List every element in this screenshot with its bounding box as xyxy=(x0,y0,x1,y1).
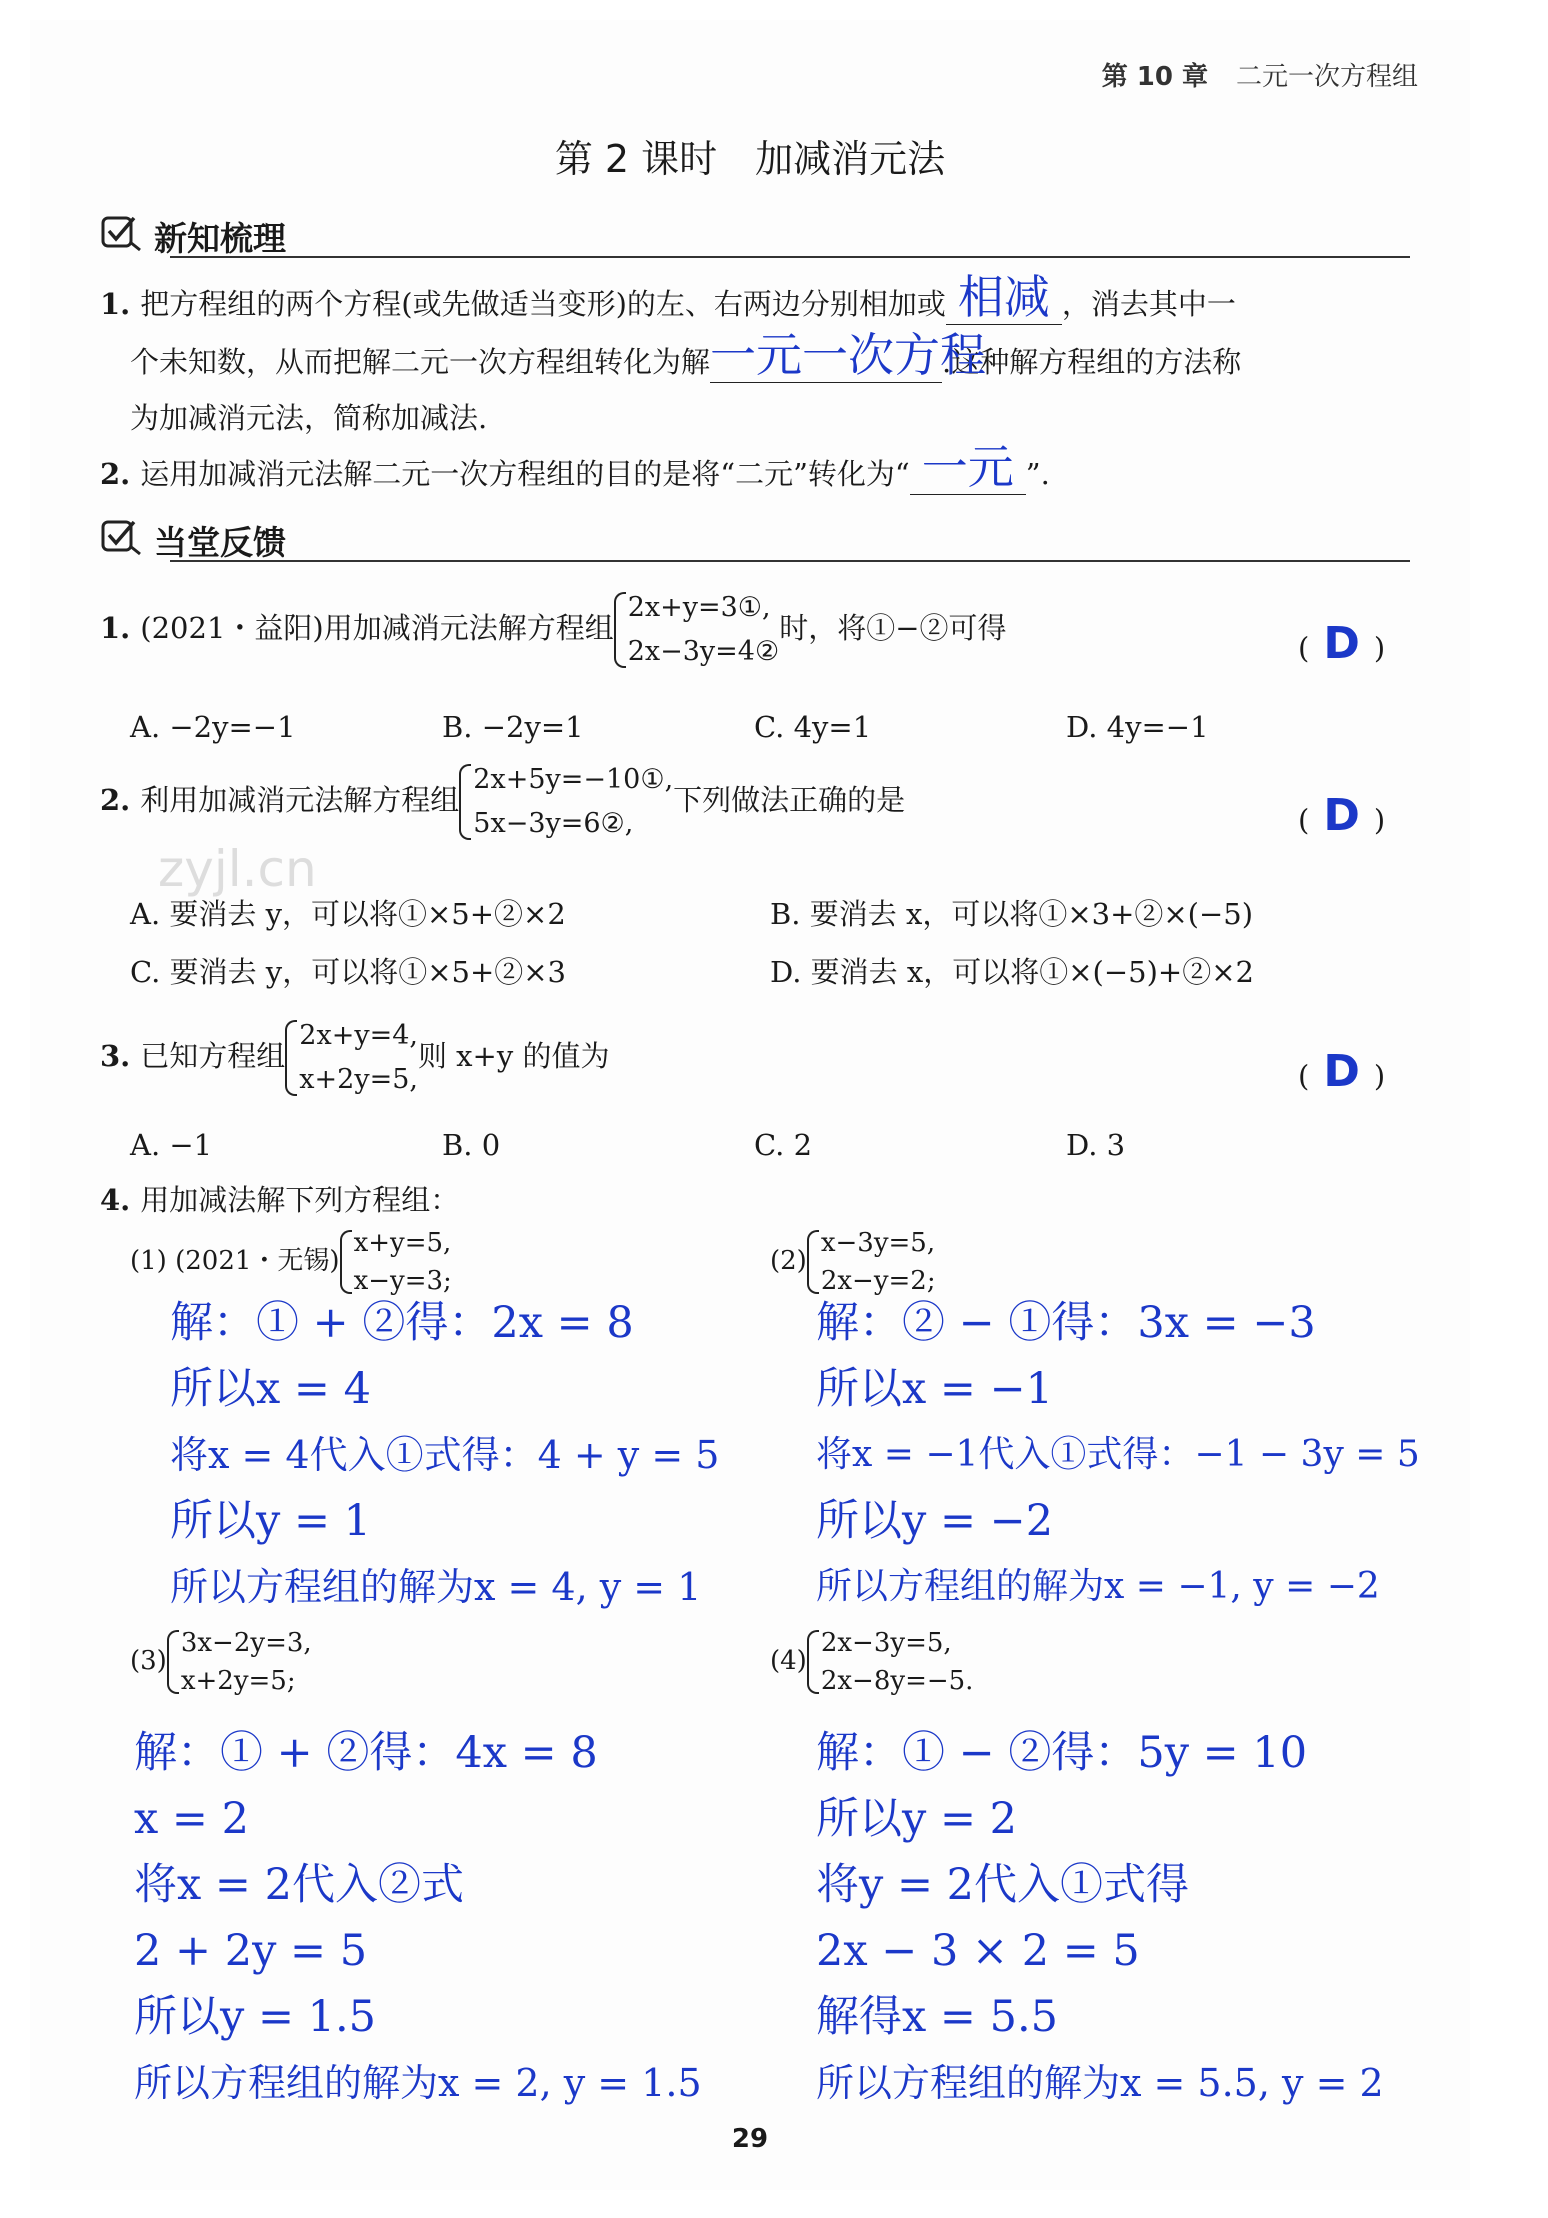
knowledge-q1-line2: 个未知数，从而把解二元一次方程组转化为解 一元一次方程 .这种解方程组的方法称 xyxy=(130,328,1242,382)
feedback-q4: 4. 用加减法解下列方程组： xyxy=(100,1183,460,1217)
solution-line: 将x = 2代入②式 xyxy=(134,1860,464,1910)
feedback-q3: 3. 已知方程组2x+y=4, x+2y=5,则 x+y 的值为 xyxy=(100,1014,609,1102)
option-b: B. 0 xyxy=(442,1128,501,1162)
solution-line: 解：① − ②得：5y = 10 xyxy=(816,1728,1308,1778)
chapter-title: 二元一次方程组 xyxy=(1235,62,1418,92)
handwritten-answer: 一元 xyxy=(921,440,1014,494)
solution-line: 所以y = 1.5 xyxy=(134,1992,377,2042)
watermark: zyjl.cn xyxy=(158,840,317,898)
chapter-header xyxy=(1102,56,1418,93)
q4-part4-solution xyxy=(816,1730,1384,2106)
solution-line: 2x − 3 × 2 = 5 xyxy=(816,1926,1140,1976)
fill-blank xyxy=(710,328,987,383)
solution-line: 解：② − ①得：3x = −3 xyxy=(816,1298,1316,1348)
equation-system: x−3y=5, 2x−y=2; xyxy=(807,1224,936,1300)
section-new-knowledge xyxy=(100,212,286,260)
section-title: 当堂反馈 xyxy=(154,522,286,562)
solution-line: 所以x = −1 xyxy=(816,1364,1054,1414)
solution-line: 将x = −1代入①式得：−1 − 3y = 5 xyxy=(816,1434,1420,1475)
option-c: C. 4y=1 xyxy=(754,710,872,744)
solution-line: 解得x = 5.5 xyxy=(816,1992,1059,2042)
solution-line: 所以方程组的解为x = 4, y = 1 xyxy=(170,1565,702,1609)
solution-line: 将x = 4代入①式得：4 + y = 5 xyxy=(170,1433,720,1477)
solution-line: 所以y = −2 xyxy=(816,1496,1054,1546)
answer-bracket: ( D ) xyxy=(1298,790,1386,841)
fill-blank xyxy=(946,270,1062,325)
fill-blank xyxy=(910,440,1026,495)
q4-part1-solution xyxy=(170,1300,719,1610)
option-b: B. 要消去 x，可以将①×3+②×(−5) xyxy=(770,897,1254,931)
lesson-title: 第 2 课时 加减消元法 xyxy=(554,137,946,181)
handwritten-answer: 相减 xyxy=(957,270,1050,324)
feedback-q2: 2. 利用加减消元法解方程组2x+5y=−10①, 5x−3y=6②,下列做法正确的是 xyxy=(100,758,905,846)
option-c: C. 要消去 y，可以将①×5+②×3 xyxy=(130,955,566,989)
q4-part3-system: (3)3x−2y=3, x+2y=5; xyxy=(130,1624,312,1700)
q4-part1-system: (1) (2021・无锡)x+y=5, x−y=3; xyxy=(130,1224,452,1300)
workbook-page xyxy=(30,20,1470,2190)
feedback-q1: 1. (2021・益阳)用加减消元法解方程组2x+y=3①, 2x−3y=4②时，将①−②可得 xyxy=(100,586,1007,674)
section-feedback xyxy=(100,516,286,564)
option-d: D. 4y=−1 xyxy=(1066,710,1209,744)
solution-line: 解：① + ②得：2x = 8 xyxy=(170,1298,634,1348)
option-d: D. 3 xyxy=(1066,1128,1126,1162)
solution-line: 将y = 2代入①式得 xyxy=(816,1860,1190,1910)
solution-line: 所以x = 4 xyxy=(170,1364,371,1414)
solution-line: 所以方程组的解为x = −1, y = −2 xyxy=(816,1566,1380,1607)
answer-bracket: ( D ) xyxy=(1298,1046,1386,1097)
equation-system: 2x+y=3①, 2x−3y=4② xyxy=(614,586,779,674)
section-divider xyxy=(170,256,1410,258)
option-a: A. −1 xyxy=(130,1128,213,1162)
checkbox-pen-icon xyxy=(100,212,144,260)
solution-line: 解：① + ②得：4x = 8 xyxy=(134,1728,598,1778)
option-d: D. 要消去 x，可以将①×(−5)+②×2 xyxy=(770,955,1254,989)
section-divider xyxy=(170,560,1410,562)
handwritten-answer: D xyxy=(1323,618,1360,669)
handwritten-answer: D xyxy=(1323,790,1360,841)
solution-line: 2 + 2y = 5 xyxy=(134,1926,368,1976)
checkbox-pen-icon xyxy=(100,516,144,564)
equation-system: 2x+5y=−10①, 5x−3y=6②, xyxy=(459,758,673,846)
equation-system: 2x−3y=5, 2x−8y=−5. xyxy=(807,1624,974,1700)
option-a: A. −2y=−1 xyxy=(130,710,296,744)
solution-line: 所以y = 1 xyxy=(170,1496,372,1546)
option-a: A. 要消去 y，可以将①×5+②×2 xyxy=(130,897,566,931)
section-title: 新知梳理 xyxy=(154,218,286,258)
answer-bracket: ( D ) xyxy=(1298,618,1386,669)
q4-part2-system: (2)x−3y=5, 2x−y=2; xyxy=(770,1224,936,1300)
equation-system: 3x−2y=3, x+2y=5; xyxy=(167,1624,312,1700)
chapter-number: 第 10 章 xyxy=(1101,62,1208,92)
solution-line: 所以方程组的解为x = 5.5, y = 2 xyxy=(816,2061,1384,2105)
knowledge-q2: 2. 运用加减消元法解二元一次方程组的目的是将“二元”转化为“ 一元 ”. xyxy=(100,440,1050,494)
handwritten-answer: 一元一次方程 xyxy=(710,328,987,382)
equation-system: 2x+y=4, x+2y=5, xyxy=(285,1014,418,1102)
knowledge-q1-line3: 为加减消元法，简称加减法. xyxy=(130,401,488,435)
page-number: 29 xyxy=(731,2124,769,2154)
solution-line: 所以y = 2 xyxy=(816,1794,1018,1844)
option-b: B. −2y=1 xyxy=(442,710,584,744)
knowledge-q1-line1: 1. 把方程组的两个方程(或先做适当变形)的左、右两边分别相加或 相减 ，消去其中一 xyxy=(100,270,1236,324)
q4-part3-solution xyxy=(134,1730,702,2106)
q4-part4-system: (4)2x−3y=5, 2x−8y=−5. xyxy=(770,1624,973,1700)
option-c: C. 2 xyxy=(754,1128,813,1162)
handwritten-answer: D xyxy=(1323,1046,1360,1097)
equation-system: x+y=5, x−y=3; xyxy=(340,1224,452,1300)
solution-line: 所以方程组的解为x = 2, y = 1.5 xyxy=(134,2061,702,2105)
solution-line: x = 2 xyxy=(134,1794,249,1844)
q4-part2-solution xyxy=(816,1300,1420,1610)
